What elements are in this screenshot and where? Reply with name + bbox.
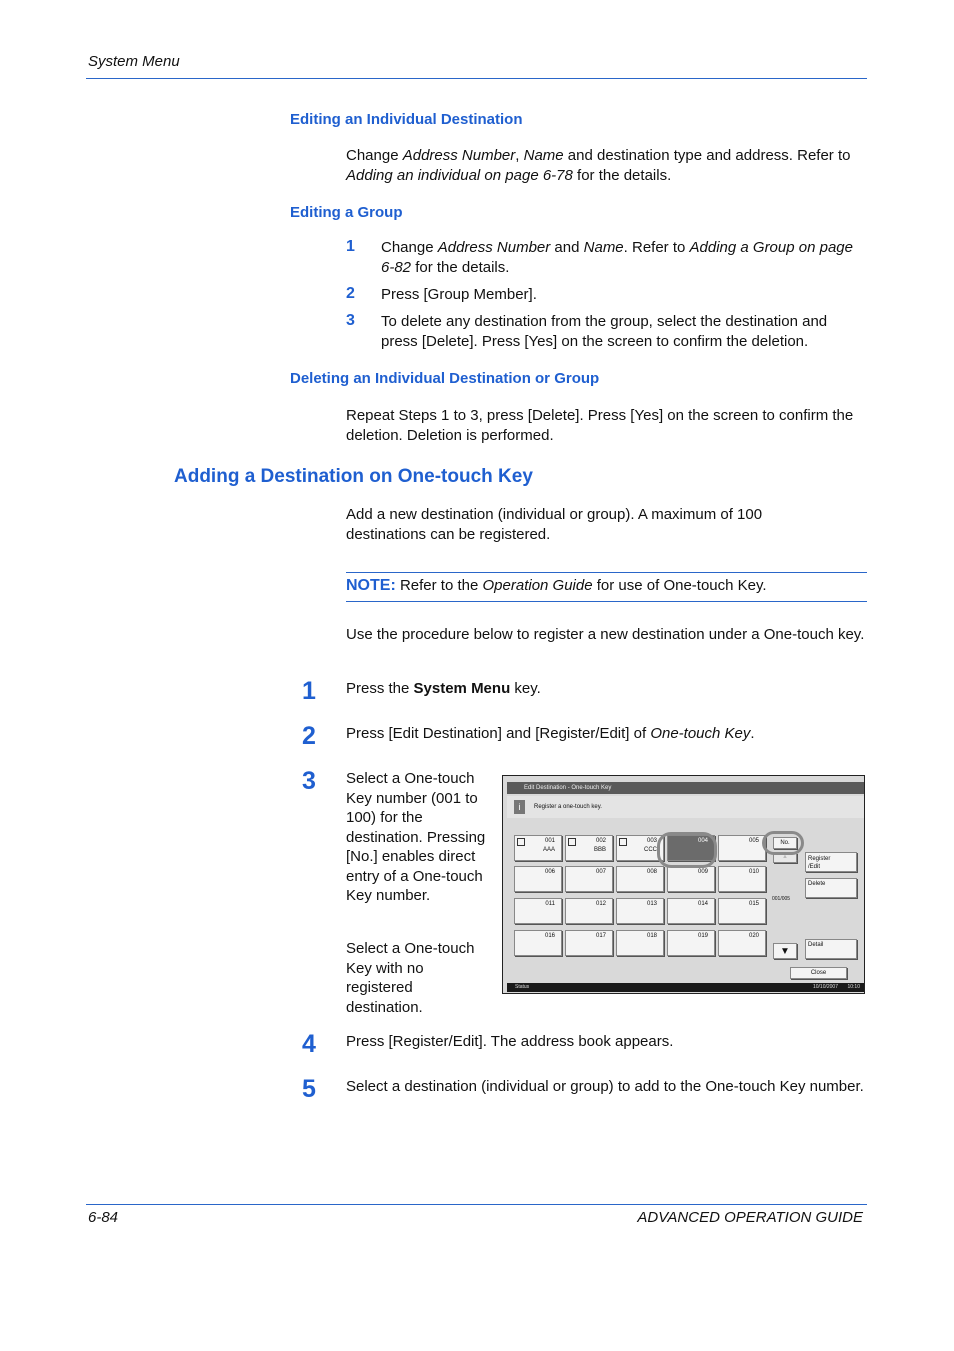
step-text: Change Address Number and Name. Refer to Adding a Group on page 6-82 for the details. [381, 239, 853, 276]
paragraph-deleting: Repeat Steps 1 to 3, press [Delete]. Press [Yes] on the screen to confirm the deletion. Deletion is performed. [346, 407, 854, 444]
heading-editing-individual: Editing an Individual Destination [290, 111, 523, 128]
note-rule-bottom [346, 601, 867, 602]
key-number: 007 [595, 869, 606, 875]
info-icon: i [514, 800, 525, 814]
one-touch-key[interactable] [565, 866, 613, 892]
key-number: 010 [748, 869, 759, 875]
step-number: 4 [302, 1030, 316, 1058]
heading-adding-destination: Adding a Destination on One-touch Key [174, 466, 533, 487]
step-text: Press [Register/Edit]. The address book appears. [346, 1033, 674, 1050]
step-number: 2 [346, 285, 355, 302]
step-number: 3 [302, 767, 316, 795]
status-bar [507, 983, 864, 992]
scroll-down-button[interactable] [773, 943, 797, 959]
key-number: 014 [697, 901, 708, 907]
key-label: BBB [593, 847, 606, 853]
destination-icon [619, 838, 627, 846]
page-number: 6-84 [88, 1209, 119, 1226]
step-number: 3 [346, 312, 355, 329]
register-edit-button[interactable]: Register /Edit [805, 852, 857, 872]
key-number: 008 [646, 869, 657, 875]
screen-illustration [502, 775, 865, 994]
key-label: AAA [542, 847, 555, 853]
header-rule [86, 78, 867, 79]
step-text: Press the System Menu key. [346, 680, 541, 697]
running-header: System Menu [88, 53, 180, 70]
key-number: 002 [595, 838, 606, 844]
step-number: 1 [302, 677, 316, 705]
guide-title: ADVANCED OPERATION GUIDE [637, 1209, 863, 1226]
key-number: 017 [595, 933, 606, 939]
one-touch-key[interactable] [718, 835, 766, 861]
step-number: 5 [302, 1075, 316, 1103]
key-number: 009 [697, 869, 708, 875]
step-text: Select a destination (individual or group) to add to the One-touch Key number. [346, 1078, 864, 1095]
step-text: To delete any destination from the group, select the destination and press [Delete]. Press [Yes] on the screen to confirm the deletion. [381, 313, 828, 350]
one-touch-key[interactable] [514, 835, 562, 861]
one-touch-key[interactable] [667, 866, 715, 892]
highlight-circle [657, 832, 717, 868]
step-text-secondary: Select a One-touch Key with no registered destination. [346, 940, 475, 1016]
key-number: 013 [646, 901, 657, 907]
one-touch-key[interactable] [616, 866, 664, 892]
one-touch-key[interactable] [514, 930, 562, 956]
key-number: 001 [544, 838, 555, 844]
step-text: Select a One-touch Key number (001 to 100) for the destination. Pressing [No.] enables direct entry of a One-touch Key number. [346, 770, 486, 904]
key-number: 016 [544, 933, 555, 939]
key-number: 019 [697, 933, 708, 939]
step-number: 1 [346, 238, 355, 255]
page-indicator: 001/005 [772, 896, 791, 902]
one-touch-key[interactable] [616, 898, 664, 924]
key-label: CCC [644, 847, 657, 853]
note: NOTE: Refer to the Operation Guide for use of One-touch Key. [346, 577, 767, 594]
close-button[interactable]: Close [790, 967, 847, 979]
key-number: 018 [646, 933, 657, 939]
arrow-up-icon: ▲ [782, 854, 788, 860]
highlight-circle [762, 831, 804, 855]
one-touch-key[interactable] [718, 930, 766, 956]
one-touch-key[interactable] [514, 866, 562, 892]
one-touch-key[interactable] [514, 898, 562, 924]
key-number: 006 [544, 869, 555, 875]
footer-rule [86, 1204, 867, 1205]
paragraph-adding-intro: Add a new destination (individual or group). A maximum of 100 destinations can be registered. [346, 506, 763, 543]
one-touch-key[interactable] [667, 898, 715, 924]
one-touch-key[interactable] [565, 835, 613, 861]
key-number: 003 [646, 838, 657, 844]
paragraph-procedure: Use the procedure below to register a new destination under a One-touch key. [346, 626, 865, 643]
screen-message: Register a one-touch key. [507, 796, 864, 818]
status-time: 10:10 [847, 984, 860, 990]
key-number: 011 [545, 901, 555, 907]
one-touch-key[interactable] [667, 930, 715, 956]
step-number: 2 [302, 722, 316, 750]
heading-editing-group: Editing a Group [290, 204, 403, 221]
no-button[interactable]: No. [773, 837, 797, 849]
destination-icon [517, 838, 525, 846]
paragraph-editing-individual: Change Address Number, Name and destination type and address. Refer to Adding an individual on page 6-78 for the details. [346, 147, 851, 184]
heading-deleting: Deleting an Individual Destination or Group [290, 370, 600, 387]
status-label: Status [515, 984, 530, 990]
step-text: Press [Edit Destination] and [Register/Edit] of One-touch Key. [346, 725, 755, 742]
key-number: 004 [697, 838, 708, 844]
destination-icon [568, 838, 576, 846]
key-number: 005 [748, 838, 759, 844]
one-touch-key[interactable] [565, 930, 613, 956]
one-touch-key[interactable] [616, 930, 664, 956]
key-number: 020 [748, 933, 759, 939]
step-text: Press [Group Member]. [381, 286, 537, 303]
detail-button[interactable]: Detail [805, 939, 857, 959]
arrow-down-icon: ▼ [780, 946, 790, 957]
key-number: 015 [748, 901, 759, 907]
key-number: 012 [595, 901, 606, 907]
one-touch-key[interactable] [718, 866, 766, 892]
note-rule-top [346, 572, 867, 573]
one-touch-key[interactable] [718, 898, 766, 924]
screen-title: Edit Destination - One-touch Key [507, 782, 864, 794]
status-date: 10/10/2007 [812, 984, 838, 990]
one-touch-key[interactable] [565, 898, 613, 924]
delete-button[interactable]: Delete [805, 878, 857, 898]
